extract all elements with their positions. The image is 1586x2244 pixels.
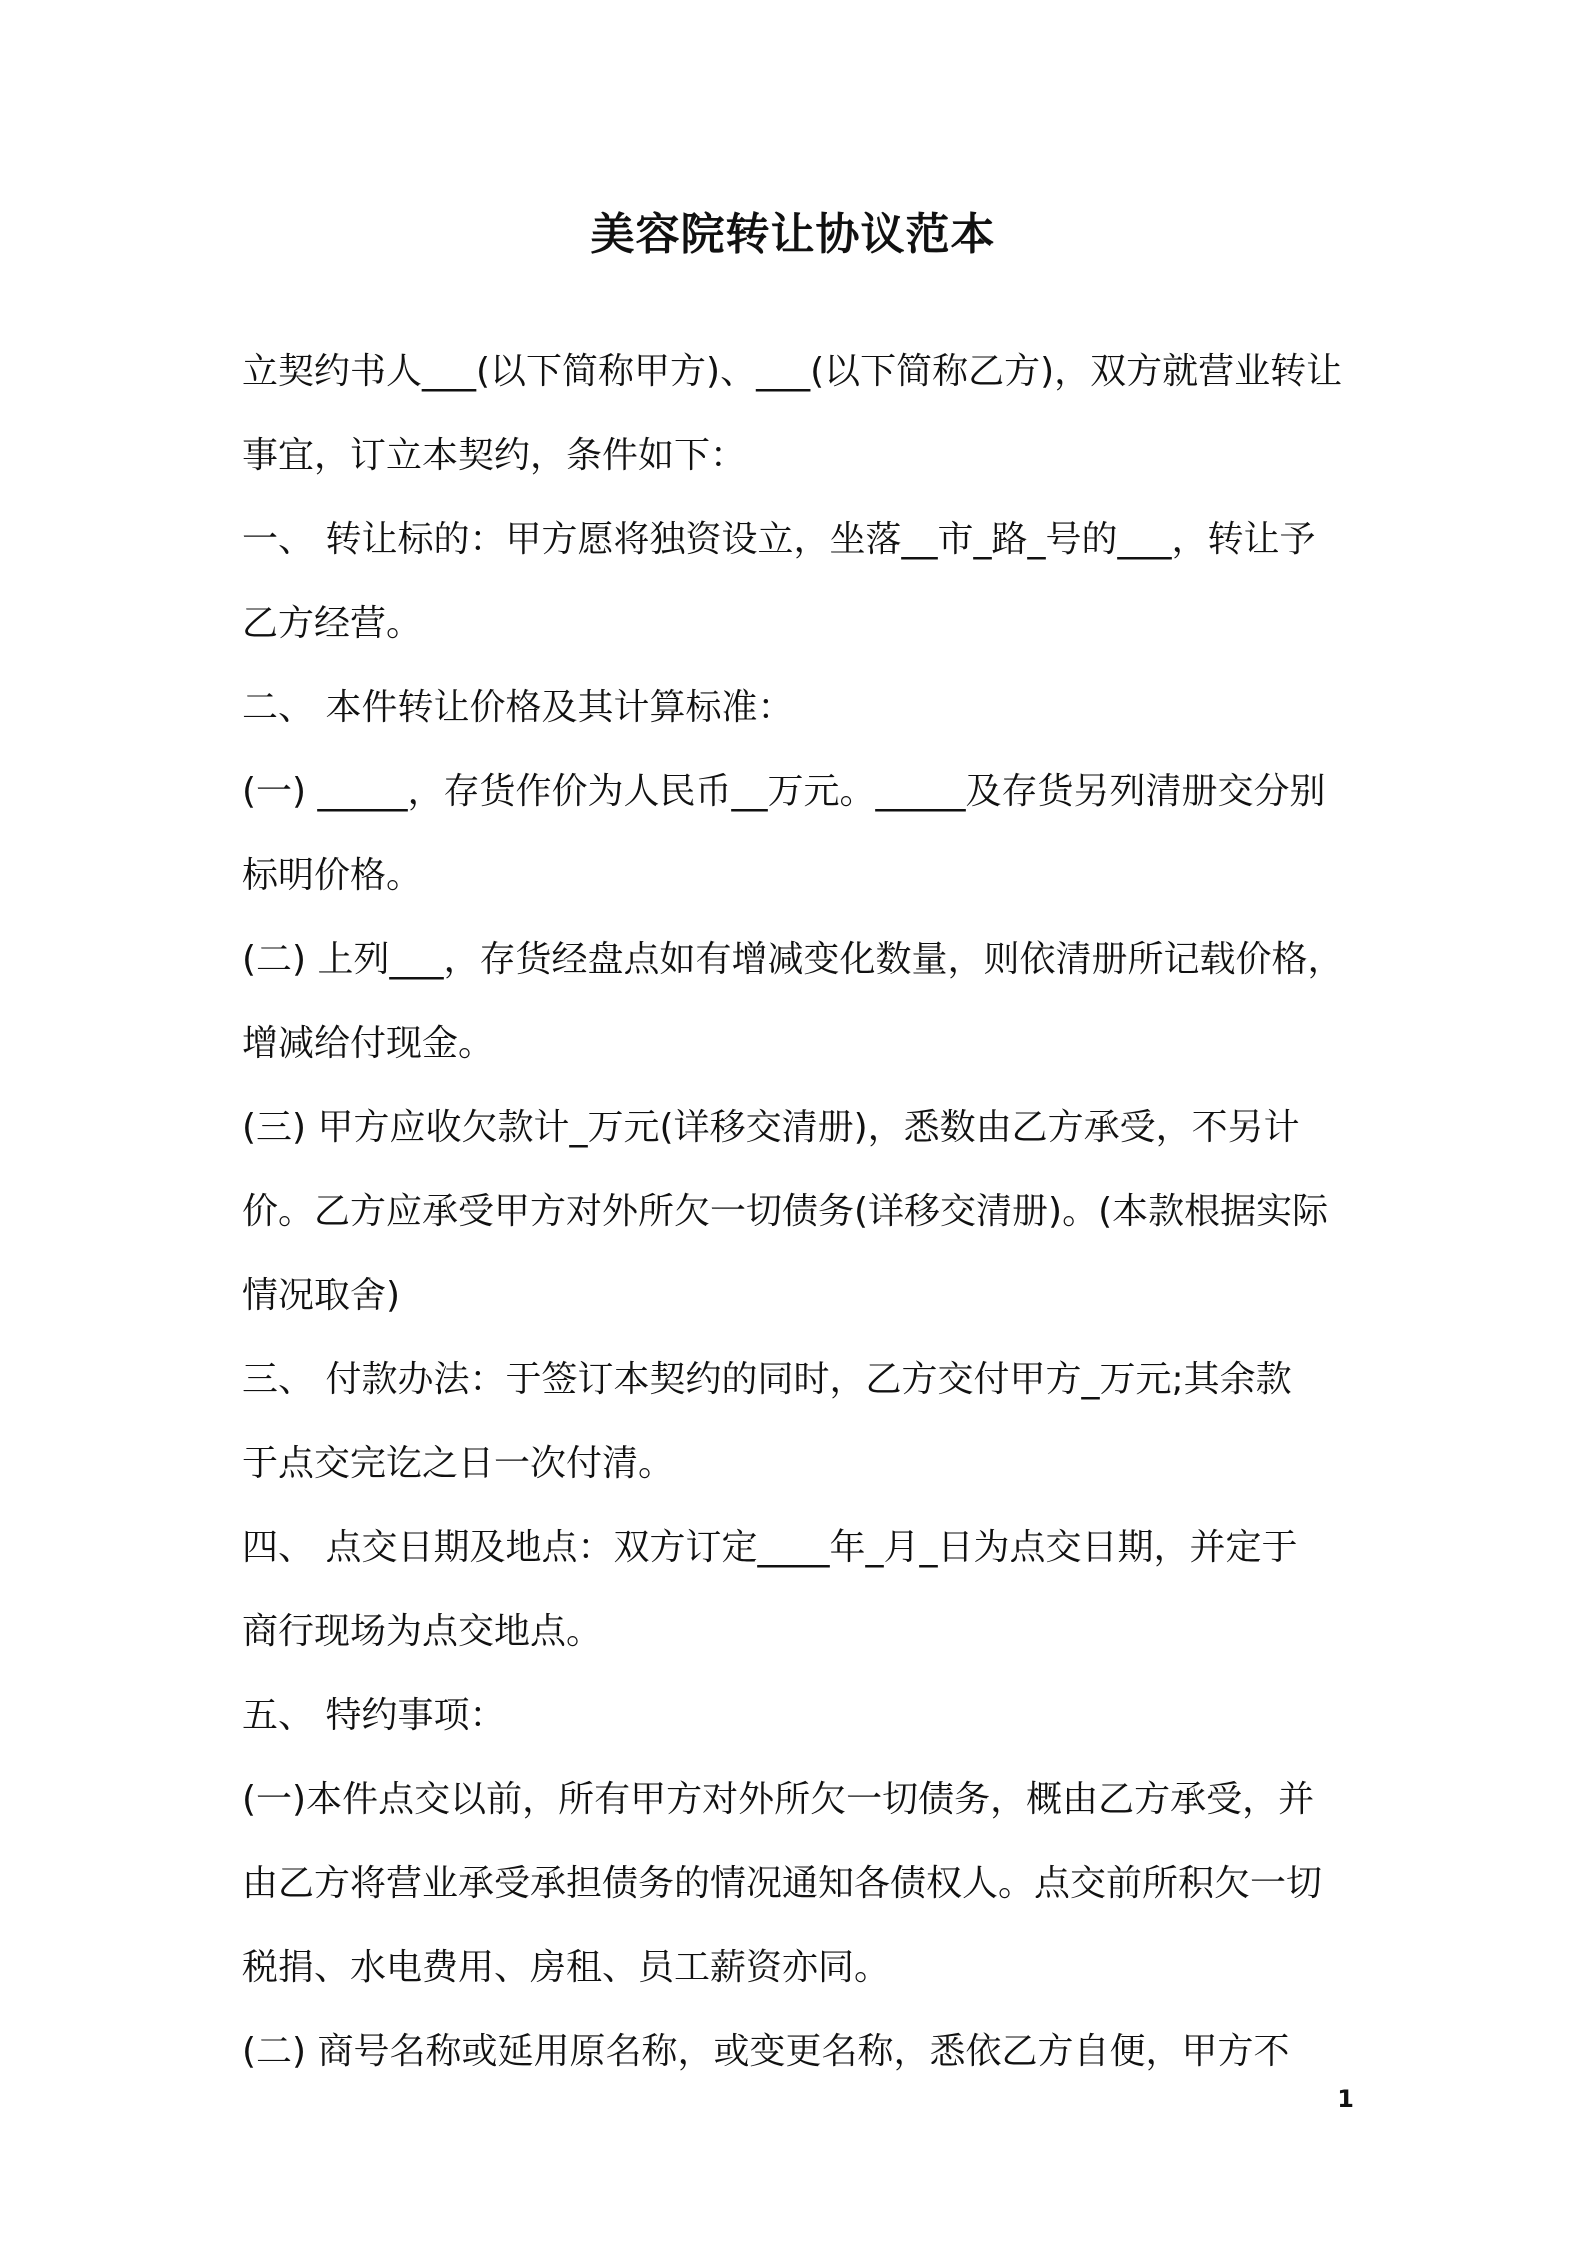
- body-line: 于点交完讫之日一次付清。: [242, 1443, 675, 1484]
- body-line: 乙方经营。: [242, 603, 423, 644]
- document-body: [242, 330, 1372, 2094]
- body-line: 情况取舍): [242, 1275, 401, 1316]
- body-line: 增减给付现金。: [242, 1023, 495, 1064]
- body-line: 二、 本件转让价格及其计算标准：: [242, 687, 794, 728]
- body-line: (一) _____，存货作价为人民币__万元。_____及存货另列清册交分别: [242, 771, 1326, 812]
- body-line: 商行现场为点交地点。: [242, 1611, 603, 1652]
- body-line: 一、 转让标的：甲方愿将独资设立，坐落__市_路_号的___，转让予: [242, 519, 1316, 560]
- body-line: 事宜，订立本契约，条件如下：: [242, 435, 747, 476]
- body-line: 五、 特约事项：: [242, 1695, 506, 1736]
- body-line: 税捐、水电费用、房租、员工薪资亦同。: [242, 1947, 891, 1988]
- document-title: 美容院转让协议范本: [590, 209, 996, 260]
- body-line: 立契约书人___(以下简称甲方)、___(以下简称乙方)，双方就营业转让: [242, 351, 1343, 392]
- body-line: 三、 付款办法：于签订本契约的同时，乙方交付甲方_万元;其余款: [242, 1359, 1292, 1400]
- body-line: (三) 甲方应收欠款计_万元(详移交清册)，悉数由乙方承受，不另计: [242, 1107, 1300, 1148]
- body-line: 四、 点交日期及地点：双方订定____年_月_日为点交日期，并定于: [242, 1527, 1298, 1568]
- body-line: (二) 商号名称或延用原名称，或变更名称，悉依乙方自便，甲方不: [242, 2031, 1290, 2072]
- body-line: 价。乙方应承受甲方对外所欠一切债务(详移交清册)。(本款根据实际: [242, 1191, 1329, 1232]
- body-line: (二) 上列___，存货经盘点如有增减变化数量，则依清册所记载价格，: [242, 939, 1344, 980]
- body-line: 标明价格。: [242, 855, 423, 896]
- body-line: 由乙方将营业承受承担债务的情况通知各债权人。点交前所积欠一切: [242, 1863, 1323, 1904]
- page-number: 1: [1337, 2085, 1354, 2113]
- body-line: (一)本件点交以前，所有甲方对外所欠一切债务，概由乙方承受，并: [242, 1779, 1315, 1820]
